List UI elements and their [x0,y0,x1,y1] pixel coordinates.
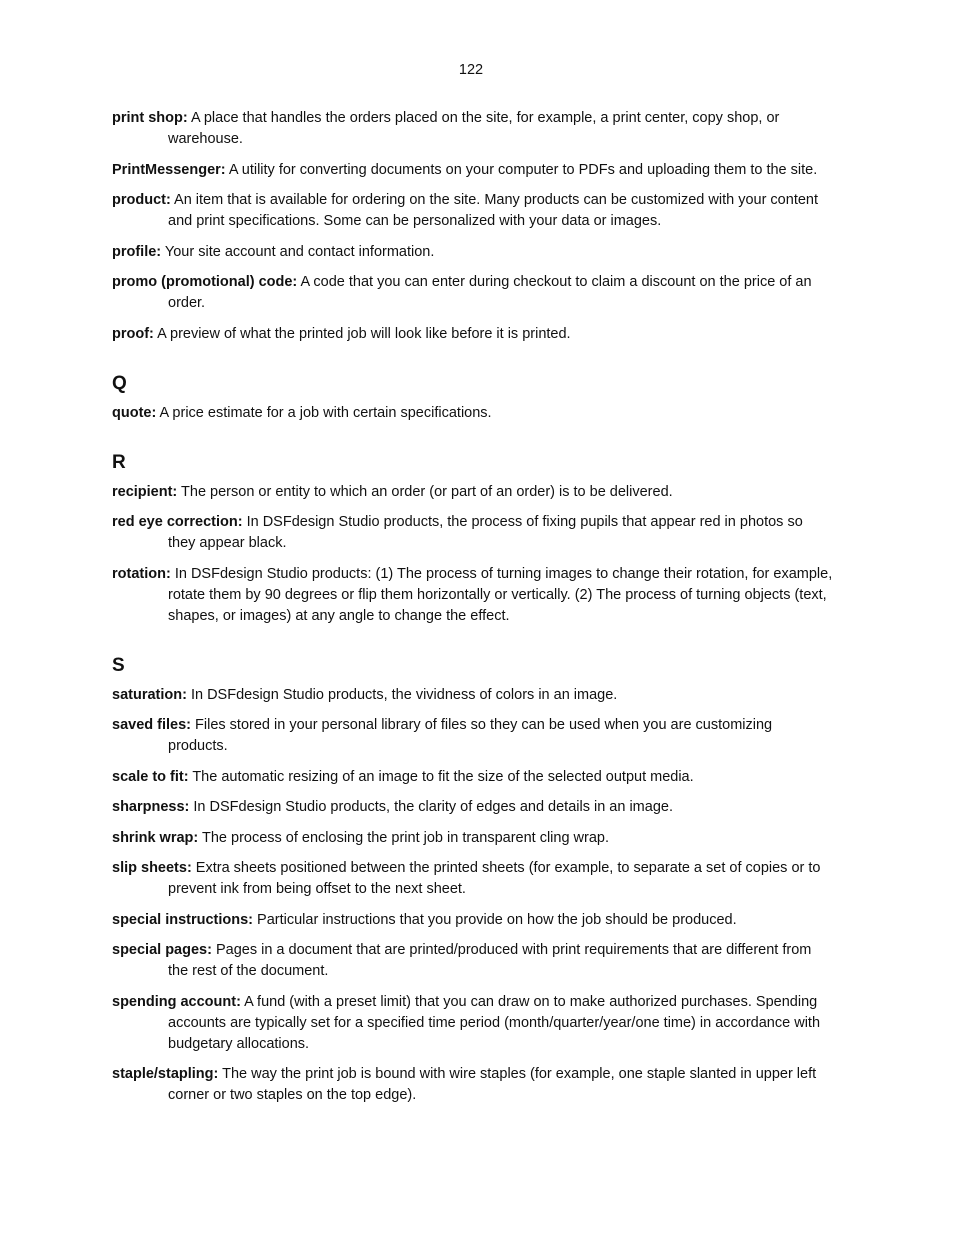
glossary-term: promo (promotional) code: [112,274,298,290]
glossary-entry [112,242,834,263]
glossary-definition: In DSFdesign Studio products, the vividness of colors in an image. [186,686,618,703]
glossary-definition: Your site account and contact information. [161,243,435,260]
glossary-entry [112,828,834,849]
glossary-term: red eye correction: [112,514,243,530]
glossary-entry [112,324,834,345]
glossary-definition: A utility for converting documents on your computer to PDFs and uploading them to the site. [225,161,818,178]
glossary-content [112,108,834,1116]
glossary-entry [112,482,834,503]
glossary-entry [112,910,834,931]
glossary-definition: A price estimate for a job with certain specifications. [156,404,492,421]
page-number: 122 [458,62,484,78]
glossary-definition: A code that you can enter during checkout to claim a discount on the price of an order. [168,274,812,311]
glossary-term: product: [112,192,171,208]
glossary-definition: In DSFdesign Studio products, the process of fixing pupils that appear red in photos so they appear black. [168,514,803,551]
glossary-definition: In DSFdesign Studio products, the clarity of edges and details in an image. [189,799,673,815]
glossary-entry [112,403,834,424]
glossary-entry [112,685,834,706]
glossary-definition: The automatic resizing of an image to fit the size of the selected output media. [188,768,694,785]
glossary-term: saturation: [112,686,187,703]
glossary-entry [112,512,834,554]
glossary-entry [112,767,834,788]
glossary-term: rotation: [112,565,171,582]
glossary-definition: Extra sheets positioned between the printed sheets (for example, to separate a set of copies or to prevent ink from being offset to the next sheet. [168,860,821,897]
glossary-entry [112,858,834,900]
glossary-term: special instructions: [112,911,254,928]
glossary-definition: Particular instructions that you provide on how the job should be produced. [253,911,737,928]
glossary-entry [112,797,834,818]
glossary-entry [112,564,834,627]
glossary-definition: A fund (with a preset limit) that you can draw on to make authorized purchases. Spending accounts are typically set for a specified time period (month/quarter/year/one time) in accordance with budgetary allocations. [168,993,821,1052]
glossary-definition: The process of enclosing the print job in transparent cling wrap. [198,829,610,846]
glossary-term: quote: [112,404,157,421]
glossary-entry [112,190,834,232]
glossary-definition: The way the print job is bound with wire staples (for example, one staple slanted in upper left corner or two staples on the top edge). [168,1066,817,1103]
glossary-term: proof: [112,325,154,342]
glossary-term: special pages: [112,942,212,958]
glossary-term: sharpness: [112,799,190,815]
section-letter-heading: Q [112,372,127,394]
glossary-entry [112,992,834,1055]
glossary-definition: An item that is available for ordering on the site. Many products can be customized with your content and print specifications. Some can be personalized with your data or images. [168,192,819,229]
glossary-entry [112,108,834,150]
glossary-entry [112,940,834,982]
glossary-definition: In DSFdesign Studio products: (1) The process of turning images to change their rotation, for example, rotate them by 90 degrees or flip them horizontally or vertically. (2) The process of turning objects (text, shapes, or images) at any angle to change the effect. [168,565,833,624]
section-letter-heading: R [112,451,126,473]
glossary-term: shrink wrap: [112,829,199,846]
glossary-term: print shop: [112,110,188,126]
glossary-definition: A place that handles the orders placed on the site, for example, a print center, copy shop, or warehouse. [168,110,780,147]
glossary-entry [112,272,834,314]
glossary-term: saved files: [112,717,191,733]
section-letter-heading: S [112,654,125,676]
glossary-definition: Files stored in your personal library of files so they can be used when you are customizing products. [168,717,773,754]
glossary-term: scale to fit: [112,768,189,785]
glossary-term: spending account: [112,993,241,1010]
glossary-term: profile: [112,243,162,260]
glossary-term: staple/stapling: [112,1066,219,1082]
glossary-entry [112,715,834,757]
glossary-definition: Pages in a document that are printed/produced with print requirements that are different from the rest of the document. [168,942,812,979]
glossary-term: recipient: [112,483,178,500]
glossary-term: slip sheets: [112,860,192,876]
glossary-entry [112,1064,834,1106]
glossary-entry [112,160,834,181]
glossary-definition: The person or entity to which an order (or part of an order) is to be delivered. [177,483,673,500]
glossary-definition: A preview of what the printed job will look like before it is printed. [153,325,571,342]
glossary-term: PrintMessenger: [112,161,226,178]
